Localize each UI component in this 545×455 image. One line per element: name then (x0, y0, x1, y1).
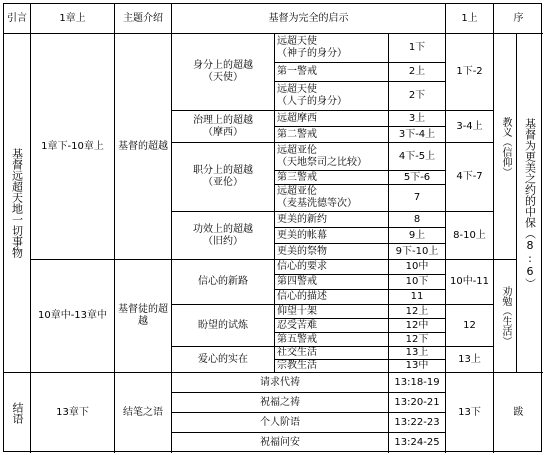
s1-g1-row3-ref: 2下 (389, 82, 446, 111)
s2-g1-row3: 信心的描述 (275, 290, 389, 305)
s2-g3-row2: 宗教生活 (275, 360, 389, 373)
s1-g3-row3-ref: 7 (389, 185, 446, 212)
s3-row3-ref: 13:22-23 (389, 413, 446, 433)
s2-g1-row3-ref: 11 (389, 290, 446, 305)
s1-group3-ref: 4下-7 (446, 143, 494, 212)
s1-g3-row1-ref: 4下-5上 (389, 143, 446, 171)
s2-g2-row2-ref: 12中 (389, 319, 446, 333)
section1-note: 教义（信仰） (494, 34, 517, 260)
s1-g4-row1-ref: 8 (389, 212, 446, 228)
s2-g1-row2: 第四警戒 (275, 275, 389, 290)
s2-g2-row1: 仰望十架 (275, 305, 389, 319)
s3-row4: 祝福问安 (172, 433, 389, 453)
s1-g2-row2-ref: 3下-4上 (389, 127, 446, 143)
section3-label: 结语 (4, 373, 31, 453)
s2-group1-name: 信心的新路 (172, 260, 275, 305)
s1-g4-row2: 更美的帐幕 (275, 228, 389, 244)
s2-g3-row2-ref: 13中 (389, 360, 446, 373)
header-chapter: 1章上 (31, 4, 115, 34)
s1-g2-row2: 第二警戒 (275, 127, 389, 143)
s2-g1-row1: 信心的要求 (275, 260, 389, 275)
s1-g1-row1: 远超天使 （神子的身分） (275, 34, 389, 63)
s1-g1-row1-ref: 1下 (389, 34, 446, 63)
section3-ref: 13下 (446, 373, 494, 453)
s2-g2-row3: 第五警戒 (275, 333, 389, 347)
s2-group1-ref: 10中-11 (446, 260, 494, 305)
s3-row4-ref: 13:24-25 (389, 433, 446, 453)
header-revelation: 基督为完全的启示 (172, 4, 446, 34)
section3-chapters: 13章下 (31, 373, 115, 453)
section2-topic: 基督徒的超越 (115, 260, 172, 373)
s1-group2-name: 治理上的超越 （摩西） (172, 111, 275, 143)
section2-chapters: 10章中-13章中 (31, 260, 115, 373)
s3-row2-ref: 13:20-21 (389, 393, 446, 413)
s1-g4-row3: 更美的祭物 (275, 244, 389, 260)
s1-g4-row1: 更美的新约 (275, 212, 389, 228)
s2-group3-name: 爱心的实在 (172, 347, 275, 373)
s1-group4-ref: 8-10上 (446, 212, 494, 260)
s1-g1-row3: 远超天使 （人子的身分） (275, 82, 389, 111)
s3-row1-ref: 13:18-19 (389, 373, 446, 393)
s2-g2-row1-ref: 12上 (389, 305, 446, 319)
s1-group2-ref: 3-4上 (446, 111, 494, 143)
outline-table (3, 3, 542, 452)
s3-row1: 请求代祷 (172, 373, 389, 393)
s1-group1-name: 身分上的超越 （天使） (172, 34, 275, 111)
s2-group2-ref: 12 (446, 305, 494, 347)
s1-g3-row3: 远超亚伦 （麦基洗德等次） (275, 185, 389, 212)
header-ref: 1上 (446, 4, 494, 34)
s2-g2-row3-ref: 12下 (389, 333, 446, 347)
s2-g3-row1-ref: 13上 (389, 347, 446, 360)
section1-chapters: 1章下-10章上 (31, 34, 115, 260)
header-intro: 引言 (4, 4, 31, 34)
s1-g4-row3-ref: 9下-10上 (389, 244, 446, 260)
s1-group3-name: 职分上的超越 （亚伦） (172, 143, 275, 212)
s2-g2-row2: 忍受苦难 (275, 319, 389, 333)
s1-g2-row1-ref: 3上 (389, 111, 446, 127)
s1-g1-row2: 第一警戒 (275, 63, 389, 82)
section3-topic: 结笔之语 (115, 373, 172, 453)
section1-label: 基督远超天地一切事物 (4, 34, 31, 373)
header-preface: 序 (494, 4, 543, 34)
section3-right-label: 跋 (513, 407, 524, 418)
s1-g3-row2-ref: 5下-6 (389, 171, 446, 185)
s3-row3: 个人阶语 (172, 413, 389, 433)
section2-note: 劝勉（生活） (494, 260, 517, 373)
s2-g1-row2-ref: 10下 (389, 275, 446, 290)
s1-g4-row2-ref: 9上 (389, 228, 446, 244)
s1-g3-row1: 远超亚伦 （天地祭司之比较） (275, 143, 389, 171)
s2-group3-ref: 13上 (446, 347, 494, 373)
s2-group2-name: 盼望的试炼 (172, 305, 275, 347)
s1-g1-row2-ref: 2上 (389, 63, 446, 82)
s1-g3-row2: 第三警戒 (275, 171, 389, 185)
header-topic: 主题介绍 (115, 4, 172, 34)
s2-g1-row1-ref: 10中 (389, 260, 446, 275)
s1-group1-ref: 1下-2 (446, 34, 494, 111)
s1-group4-name: 功效上的超越 （旧约） (172, 212, 275, 260)
section1-right-label: 基督为更美之约的中保（8:6） (517, 34, 543, 373)
s2-g3-row1: 社交生活 (275, 347, 389, 360)
s1-g2-row1: 远超摩西 (275, 111, 389, 127)
s3-row2: 祝福之祷 (172, 393, 389, 413)
section1-topic: 基督的超越 (115, 34, 172, 260)
